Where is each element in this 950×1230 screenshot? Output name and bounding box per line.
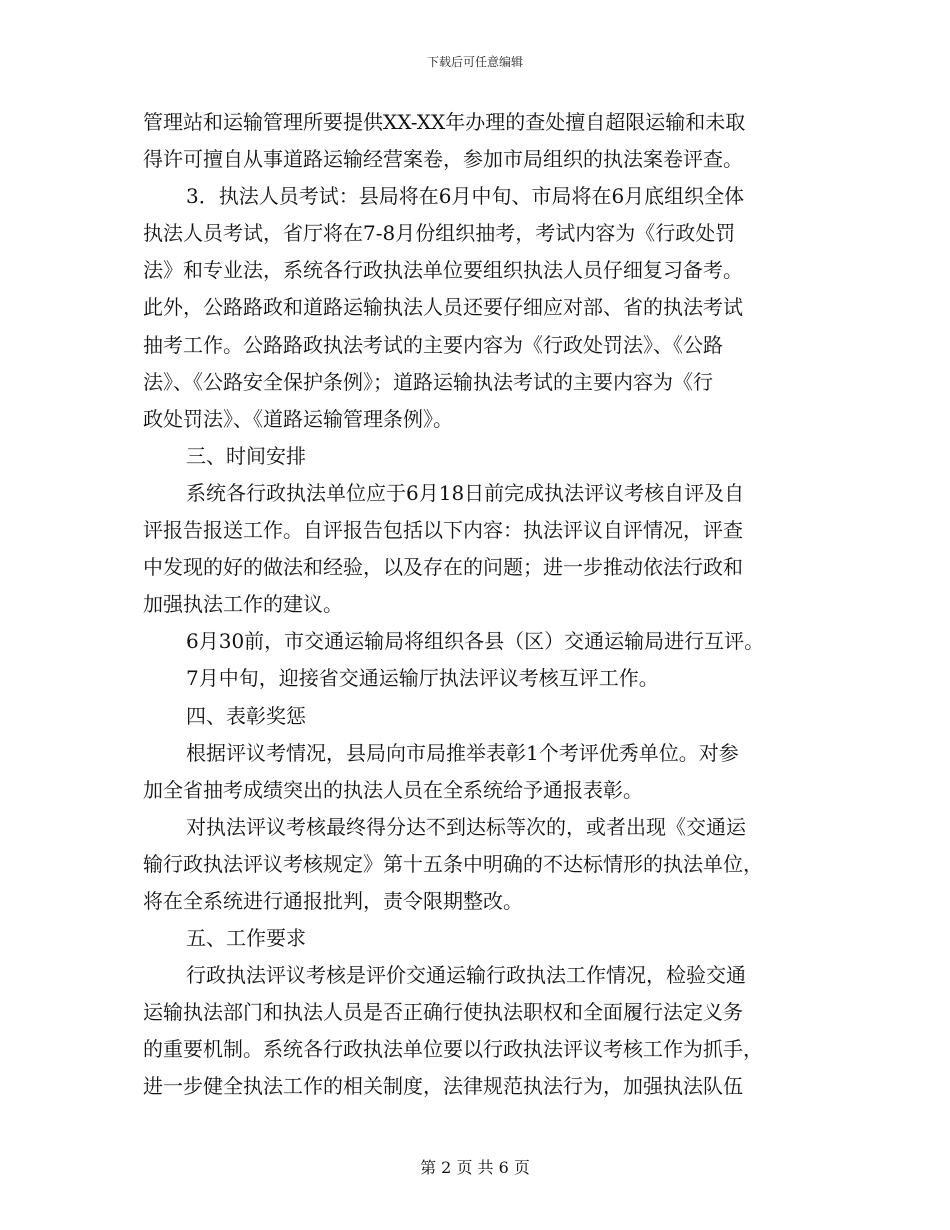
text-line: 行政执法评议考核是评价交通运输行政执法工作情况，检验交通 [186,963,746,988]
text-line: 系统各行政执法单位应于6月18日前完成执法评议考核自评及自 [186,480,745,505]
page-number-footer: 第 2 页 共 6 页 [420,1158,530,1177]
text-line: 法》和专业法，系统各行政执法单位要组织执法人员仔细复习备考。 [143,258,743,283]
text-line: 得许可擅自从事道路运输经营案卷，参加市局组织的执法案卷评查。 [143,147,743,172]
section-heading: 四、表彰奖惩 [186,703,306,728]
page-header: 下载后可任意编辑 [426,55,523,69]
text-line: 评报告报送工作。自评报告包括以下内容：执法评议自评情况，评查 [143,518,743,543]
text-line: 7月中旬，迎接省交通运输厅执法评议考核互评工作。 [186,666,659,691]
text-line: 6月30前，市交通运输局将组织各县（区）交通运输局进行互评。 [186,629,765,654]
text-line: 3．执法人员考试：县局将在6月中旬、市局将在6月底组织全体 [186,184,745,209]
text-line: 抽考工作。公路路政执法考试的主要内容为《行政处罚法》、《公路 [143,332,723,357]
text-line: 加强执法工作的建议。 [143,592,343,617]
text-line: 根据评议考情况，县局向市局推举表彰1个考评优秀单位。对参 [186,740,739,765]
text-line: 对执法评议考核最终得分达不到达标等次的，或者出现《交通运 [186,814,746,839]
text-line: 输行政执法评议考核规定》第十五条中明确的不达标情形的执法单位， [143,851,763,876]
document-body [143,104,823,1106]
text-line: 的重要机制。系统各行政执法单位要以行政执法评议考核工作为抓手， [143,1037,763,1062]
text-line: 法》、《公路安全保护条例》；道路运输执法考试的主要内容为《行 [143,369,713,394]
text-line: 中发现的好的做法和经验，以及存在的问题；进一步推动依法行政和 [143,555,743,580]
text-line: 加全省抽考成绩突出的执法人员在全系统给予通报表彰。 [143,777,643,802]
section-heading: 五、工作要求 [186,926,306,951]
text-line: 执法人员考试，省厅将在7-8月份组织抽考，考试内容为《行政处罚 [143,221,736,246]
section-heading: 三、时间安排 [186,443,306,468]
text-line: 将在全系统进行通报批判，责令限期整改。 [143,888,523,913]
text-line: 运输执法部门和执法人员是否正确行使执法职权和全面履行法定义务 [143,1000,743,1025]
text-line: 政处罚法》、《道路运输管理条例》。 [143,406,453,431]
text-line: 管理站和运输管理所要提供XX-XX年办理的查处擅自超限运输和未取 [143,110,746,134]
text-line: 此外，公路路政和道路运输执法人员还要仔细应对部、省的执法考试 [143,295,743,320]
text-line: 进一步健全执法工作的相关制度，法律规范执法行为，加强执法队伍 [143,1074,743,1099]
